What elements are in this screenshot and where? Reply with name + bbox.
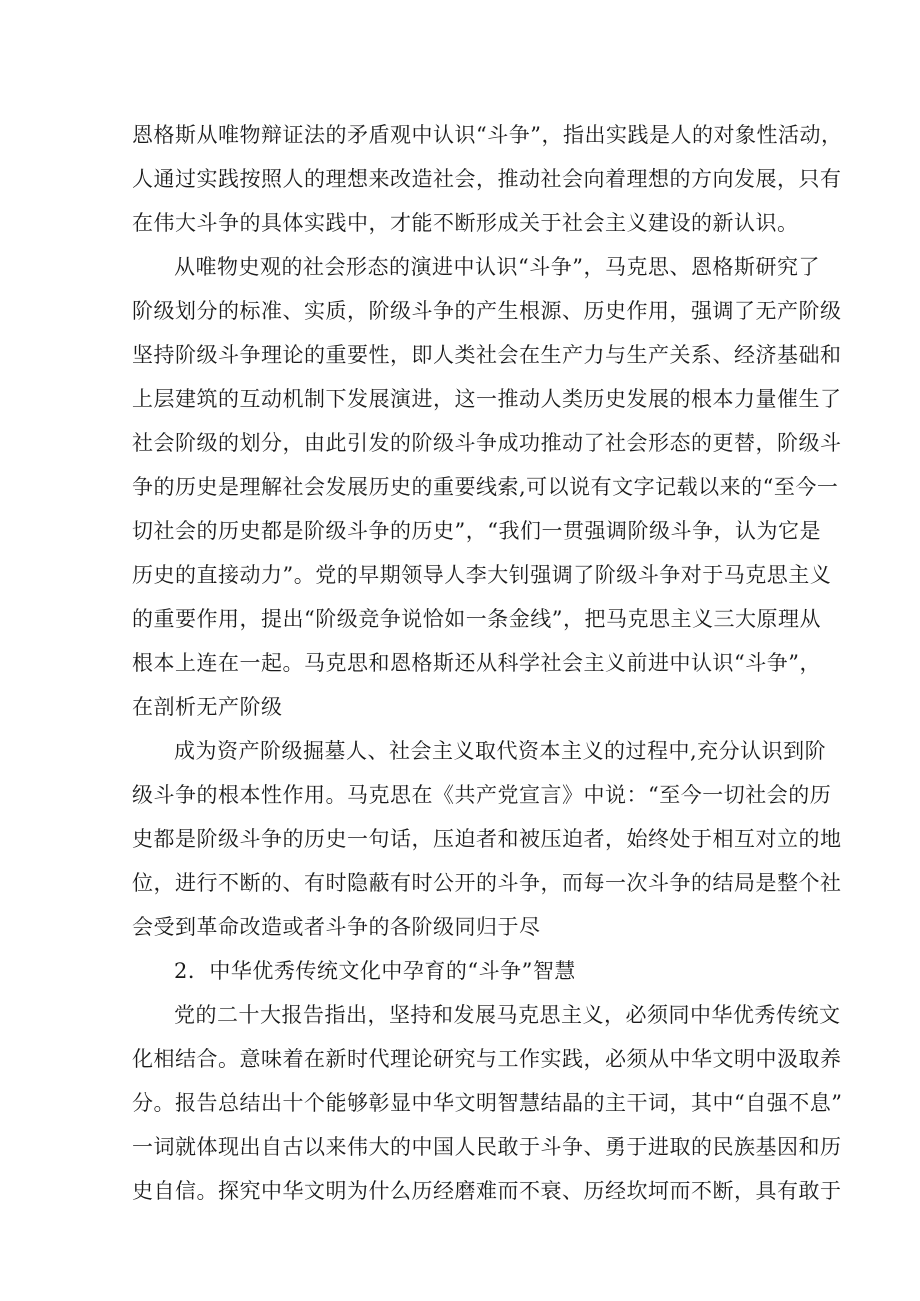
text-line: 根本上连在一起。马克思和恩格斯还从科学社会主义前进中认识“斗争”， bbox=[132, 651, 821, 675]
text-line: 恩格斯从唯物辩证法的矛盾观中认识“斗争”，指出实践是人的对象性活动， bbox=[132, 123, 843, 147]
text-line: 史自信。探究中华文明为什么历经磨难而不衰、历经坎坷而不断，具有敢于 bbox=[132, 1179, 842, 1203]
text-line: 人通过实践按照人的理想来改造社会，推动社会向着理想的方向发展，只有 bbox=[132, 167, 842, 191]
text-line: 位，进行不断的、有时隐蔽有时公开的斗争，而每一次斗争的结局是整个社 bbox=[132, 871, 842, 895]
text-line: 阶级划分的标准、实质，阶级斗争的产生根源、历史作用，强调了无产阶级 bbox=[132, 299, 842, 323]
text-line: 坚持阶级斗争理论的重要性，即人类社会在生产力与生产关系、经济基础和 bbox=[132, 343, 842, 367]
text-line: 在剖析无产阶级 bbox=[132, 695, 283, 719]
text-line: 级斗争的根本性作用。马克思在《共产党宣言》中说：“至今一切社会的历 bbox=[132, 783, 832, 807]
text-line: 会受到革命改造或者斗争的各阶级同归于尽 bbox=[132, 915, 541, 939]
text-line: 切社会的历史都是阶级斗争的历史”，“我们一贯强调阶级斗争，认为它是 bbox=[132, 519, 821, 543]
text-line: 史都是阶级斗争的历史一句话，压迫者和被压迫者，始终处于相互对立的地 bbox=[132, 827, 842, 851]
section-heading: 2．中华优秀传统文化中孕育的“斗争”智慧 bbox=[174, 959, 576, 983]
text-line: 争的历史是理解社会发展历史的重要线索,可以说有文字记载以来的“至今一 bbox=[132, 475, 839, 499]
text-line: 从唯物史观的社会形态的演进中认识“斗争”，马克思、恩格斯研究了 bbox=[174, 255, 820, 279]
text-line: 党的二十大报告指出，坚持和发展马克思主义，必须同中华优秀传统文 bbox=[174, 1003, 841, 1027]
text-line: 成为资产阶级掘墓人、社会主义取代资本主义的过程中,充分认识到阶 bbox=[174, 739, 827, 763]
text-line: 的重要作用，提出“阶级竞争说恰如一条金线”，把马克思主义三大原理从 bbox=[132, 607, 821, 631]
text-line: 上层建筑的互动机制下发展演进，这一推动人类历史发展的根本力量催生了 bbox=[132, 387, 842, 411]
text-line: 历史的直接动力”。党的早期领导人李大钊强调了阶级斗争对于马克思主义 bbox=[132, 563, 832, 587]
text-line: 一词就体现出自古以来伟大的中国人民敢于斗争、勇于进取的民族基因和历 bbox=[132, 1135, 842, 1159]
text-line: 化相结合。意味着在新时代理论研究与工作实践，必须从中华文明中汲取养 bbox=[132, 1047, 842, 1071]
text-line: 在伟大斗争的具体实践中，才能不断形成关于社会主义建设的新认识。 bbox=[132, 211, 799, 235]
text-line: 分。报告总结出十个能够彰显中华文明智慧结晶的主干词，其中“自强不息” bbox=[132, 1091, 843, 1115]
text-line: 社会阶级的划分，由此引发的阶级斗争成功推动了社会形态的更替，阶级斗 bbox=[132, 431, 842, 455]
